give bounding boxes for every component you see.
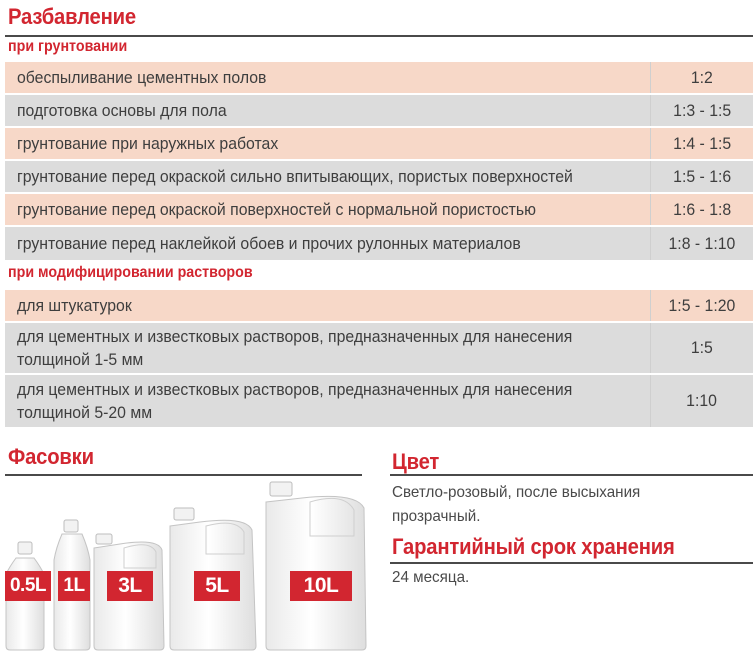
- row-label: грунтование перед окраской сильно впитывающих, пористых поверхностей: [5, 161, 651, 192]
- table-row: [5, 375, 753, 427]
- color-text: [392, 481, 640, 529]
- row-ratio: 1:5 - 1:20: [668, 295, 736, 315]
- shelf-life-title: Гарантийный срок хранения: [392, 534, 675, 559]
- row-ratio: 1:5: [690, 338, 713, 357]
- canister-illustration: [0, 478, 370, 652]
- row-ratio: 1:4 - 1:5: [672, 133, 732, 153]
- row-ratio: 1:6 - 1:8: [672, 199, 732, 219]
- row-label: обеспыливание цементных полов: [5, 62, 651, 93]
- row-ratio: 1:8 - 1:10: [668, 233, 736, 253]
- color-title-rule: [390, 474, 753, 476]
- row-label: грунтование перед окраской поверхностей с нормальной пористостью: [5, 194, 651, 225]
- size-label-0-5l: 0.5L: [5, 571, 51, 601]
- dilution-title: Разбавление: [8, 4, 136, 29]
- color-title: Цвет: [392, 449, 440, 474]
- canister-10l-icon: [266, 482, 366, 650]
- table-row: [5, 290, 753, 323]
- packaging-title: Фасовки: [8, 444, 94, 469]
- row-ratio: 1:2: [690, 67, 713, 87]
- color-text-line1: Светло-розовый, после высыхания: [392, 484, 641, 501]
- table-row: [5, 128, 753, 161]
- shelf-life-title-rule: [390, 562, 753, 564]
- row-label: подготовка основы для пола: [5, 95, 651, 126]
- row-ratio: 1:10: [686, 391, 718, 410]
- table-row: [5, 227, 753, 260]
- row-label: грунтование при наружных работах: [5, 128, 651, 159]
- priming-heading: при грунтовании: [8, 38, 128, 55]
- row-label: [5, 375, 651, 427]
- table-row: [5, 194, 753, 227]
- size-label-3l: 3L: [107, 571, 153, 601]
- shelf-life-text: 24 месяца.: [392, 569, 470, 586]
- packaging-title-rule: [5, 474, 362, 476]
- row-label: для штукатурок: [5, 290, 651, 321]
- row-label-line1: для цементных и известковых растворов, предназначенных для нанесения: [17, 380, 573, 399]
- row-label: грунтование перед наклейкой обоев и прочих рулонных материалов: [5, 227, 651, 260]
- table-row: [5, 161, 753, 194]
- dilution-title-rule: [5, 35, 753, 37]
- table-row: [5, 62, 753, 95]
- modification-heading: при модифицировании растворов: [8, 264, 253, 281]
- table-row: [5, 95, 753, 128]
- row-ratio: 1:3 - 1:5: [672, 100, 732, 120]
- size-label-1l: 1L: [58, 571, 90, 601]
- size-label-5l: 5L: [194, 571, 240, 601]
- row-label-line1: для цементных и известковых растворов, предназначенных для нанесения: [17, 327, 573, 346]
- size-label-10l: 10L: [290, 571, 352, 601]
- color-text-line2: прозрачный.: [392, 508, 481, 525]
- row-label-line2: толщиной 5-20 мм: [17, 403, 153, 422]
- row-label-line2: толщиной 1-5 мм: [17, 350, 144, 369]
- row-label: [5, 323, 651, 373]
- table-row: [5, 323, 753, 375]
- row-ratio: 1:5 - 1:6: [672, 166, 732, 186]
